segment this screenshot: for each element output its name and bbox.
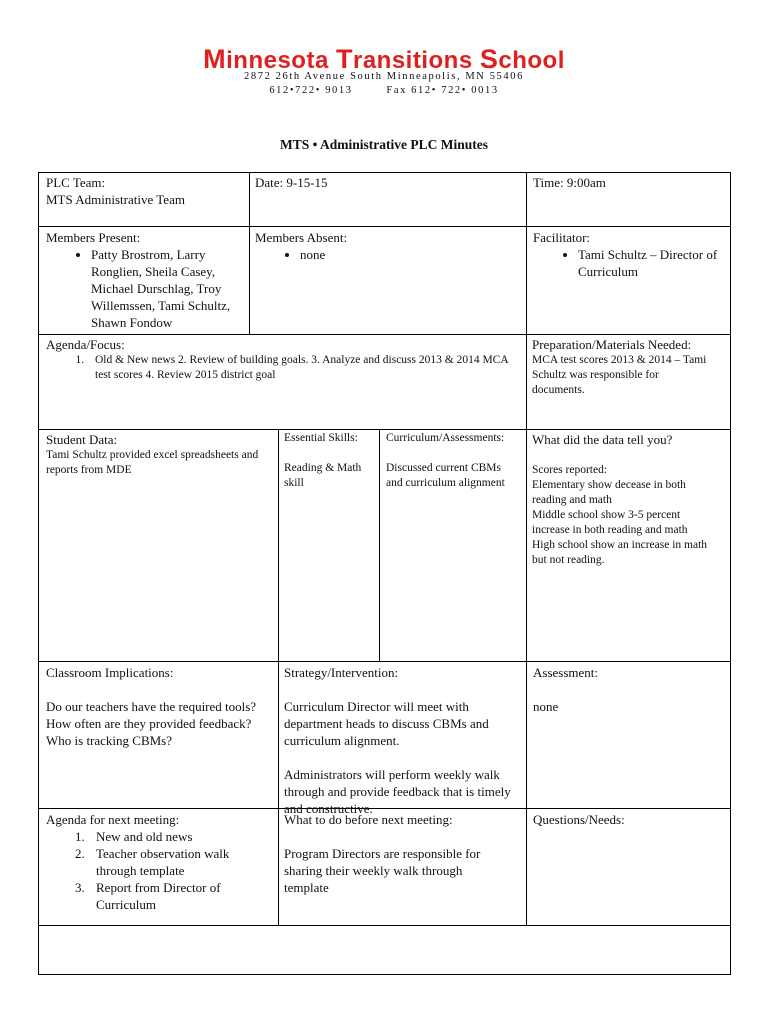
plc-team-label: PLC Team: bbox=[46, 175, 106, 190]
data-findings-label: What did the data tell you? bbox=[532, 432, 673, 447]
members-present-label: Members Present: bbox=[46, 230, 141, 245]
strategy-paragraph-1: Curriculum Director will meet with department heads to discuss CBMs and curriculum alignment. bbox=[284, 699, 489, 748]
agenda-focus-item: 1. Old & New news 2. Review of building goals. 3. Analyze and discuss 2013 & 2014 MCA test scores 4. Review 2015 district goal bbox=[87, 353, 522, 383]
members-absent-label: Members Absent: bbox=[255, 230, 348, 245]
members-absent-cell bbox=[255, 229, 520, 263]
classroom-implications-label: Classroom Implications: bbox=[46, 665, 174, 680]
data-findings-line: High school show an increase in math but not reading. bbox=[532, 539, 708, 566]
next-agenda-label: Agenda for next meeting: bbox=[46, 812, 180, 827]
facilitator-cell bbox=[533, 229, 728, 280]
facilitator-value: • Tami Schultz – Director of Curriculum bbox=[578, 246, 728, 280]
curriculum-assessments-value: Discussed current CBMs and curriculum alignment bbox=[386, 462, 505, 489]
assessment-cell bbox=[533, 664, 728, 715]
essential-skills-cell bbox=[284, 431, 376, 491]
student-data-label: Student Data: bbox=[46, 432, 118, 447]
members-absent-value: • none bbox=[300, 246, 520, 263]
data-findings-line: Scores reported: bbox=[532, 464, 608, 476]
meeting-time: Time: 9:00am bbox=[533, 175, 606, 190]
next-agenda-list bbox=[46, 828, 268, 913]
before-next-meeting-value: Program Directors are responsible for sharing their weekly walk through template bbox=[284, 846, 481, 895]
next-agenda-item: 2. Teacher observation walk through template bbox=[88, 845, 268, 879]
facilitator-list bbox=[533, 246, 728, 280]
meeting-date: Date: 9-15-15 bbox=[255, 175, 328, 190]
plc-team-cell bbox=[46, 174, 244, 208]
implications-line: Who is tracking CBMs? bbox=[46, 733, 173, 748]
implications-line: Do our teachers have the required tools? bbox=[46, 699, 257, 714]
agenda-focus-list bbox=[46, 353, 522, 383]
before-next-meeting-cell bbox=[284, 811, 520, 896]
blank-notes-row bbox=[39, 926, 729, 973]
preparation-value: MCA test scores 2013 & 2014 – Tami Schultz was responsible for documents. bbox=[532, 354, 707, 396]
school-name-initial-3: S bbox=[479, 44, 499, 74]
classroom-implications-cell bbox=[46, 664, 276, 749]
data-findings-line: Middle school show 3-5 percent increase in both reading and math bbox=[532, 509, 688, 536]
agenda-focus-cell bbox=[46, 336, 522, 383]
assessment-value: none bbox=[533, 699, 559, 714]
school-name-initial-2: T bbox=[335, 44, 353, 74]
strategy-intervention-cell bbox=[284, 664, 520, 817]
school-name-part-2: ransitions bbox=[352, 47, 480, 74]
next-agenda-item: 1. New and old news bbox=[88, 828, 268, 845]
curriculum-assessments-label: Curriculum/Assessments: bbox=[386, 432, 505, 444]
members-absent-list bbox=[255, 246, 520, 263]
members-present-list bbox=[46, 246, 248, 331]
questions-needs-label: Questions/Needs: bbox=[533, 812, 625, 827]
implications-line: How often are they provided feedback? bbox=[46, 716, 252, 731]
school-phone-fax: 612•722• 9013 Fax 612• 722• 0013 bbox=[269, 85, 499, 96]
student-data-cell bbox=[46, 431, 274, 478]
members-present-value: • Patty Brostrom, Larry Ronglien, Sheila Casey, Michael Durschlag, Troy Willemssen, Tami Schultz, Shawn Fondow bbox=[91, 246, 248, 331]
curriculum-assessments-cell bbox=[386, 431, 522, 491]
next-agenda-cell bbox=[46, 811, 276, 913]
school-name-part-1: innesota bbox=[226, 47, 336, 74]
data-findings-text bbox=[532, 463, 712, 568]
data-findings-line: Elementary show decease in both reading and math bbox=[532, 479, 686, 506]
school-name-initial-1: M bbox=[203, 44, 227, 74]
plc-team-value: MTS Administrative Team bbox=[46, 192, 185, 207]
preparation-label: Preparation/Materials Needed: bbox=[532, 337, 692, 352]
school-address: 2872 26th Avenue South Minneapolis, MN 55406 bbox=[244, 71, 524, 82]
strategy-intervention-label: Strategy/Intervention: bbox=[284, 665, 399, 680]
members-present-cell bbox=[46, 229, 248, 331]
assessment-label: Assessment: bbox=[533, 665, 598, 680]
school-name-part-3: chool bbox=[498, 47, 565, 74]
agenda-focus-label: Agenda/Focus: bbox=[46, 337, 125, 352]
student-data-value: Tami Schultz provided excel spreadsheets and reports from MDE bbox=[46, 449, 259, 476]
questions-needs-cell bbox=[533, 811, 728, 828]
data-findings-cell bbox=[532, 431, 728, 568]
document-title: MTS • Administrative PLC Minutes bbox=[280, 137, 488, 152]
strategy-paragraph-2: Administrators will perform weekly walk through and provide feedback that is timely and constructive. bbox=[284, 767, 511, 816]
next-agenda-item: 3. Report from Director of Curriculum bbox=[88, 879, 268, 913]
essential-skills-value: Reading & Math skill bbox=[284, 462, 362, 489]
before-next-meeting-label: What to do before next meeting: bbox=[284, 812, 453, 827]
essential-skills-label: Essential Skills: bbox=[284, 432, 358, 444]
preparation-cell bbox=[532, 336, 728, 398]
facilitator-label: Facilitator: bbox=[533, 230, 591, 245]
